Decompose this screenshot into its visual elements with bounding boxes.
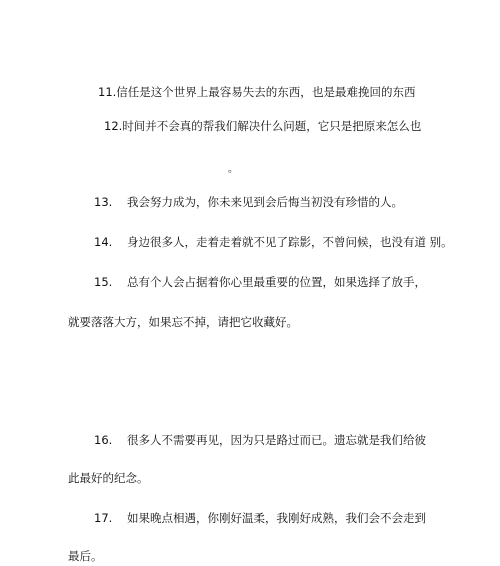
quote-16-text-line1: 很多人不需要再见，因为只是路过而已。遗忘就是我们给彼 — [127, 433, 426, 447]
quote-15-text-line2: 就要落落大方，如果忘不掉，请把它收藏好。 — [68, 315, 298, 329]
quote-11-part2: 也是最难挽回的东西 — [312, 85, 416, 99]
quote-15-text-line1: 总有个人会占据着你心里最重要的位置，如果选择了放手， — [127, 275, 426, 289]
quote-13-text: 我会努力成为，你未来见到会后悔当初没有珍惜的人。 — [127, 195, 403, 209]
quote-17-text-line1: 如果晚点相遇，你刚好温柔，我刚好成熟，我们会不会走到 — [127, 511, 426, 525]
quote-12-line1: 12.时间并不会真的帮我们解决什么问题，它只是把原来怎么也 — [104, 119, 422, 133]
quote-13-number: 13. — [94, 195, 113, 209]
quote-16-text-line2: 此最好的纪念。 — [68, 471, 149, 485]
quote-16-number: 16. — [94, 433, 113, 447]
quote-14-text: 身边很多人，走着走着就不见了踪影，不曾问候，也没有道 别。 — [127, 235, 453, 249]
quote-17-text-line2: 最后。 — [68, 549, 103, 563]
quote-14-number: 14. — [94, 235, 113, 249]
quote-11-part1: 11.信任是这个世界上最容易失去的东西， — [98, 85, 312, 99]
quote-15-number: 15. — [94, 275, 113, 289]
quote-12-line2: 。 — [228, 164, 238, 175]
quote-17-number: 17. — [94, 511, 113, 525]
